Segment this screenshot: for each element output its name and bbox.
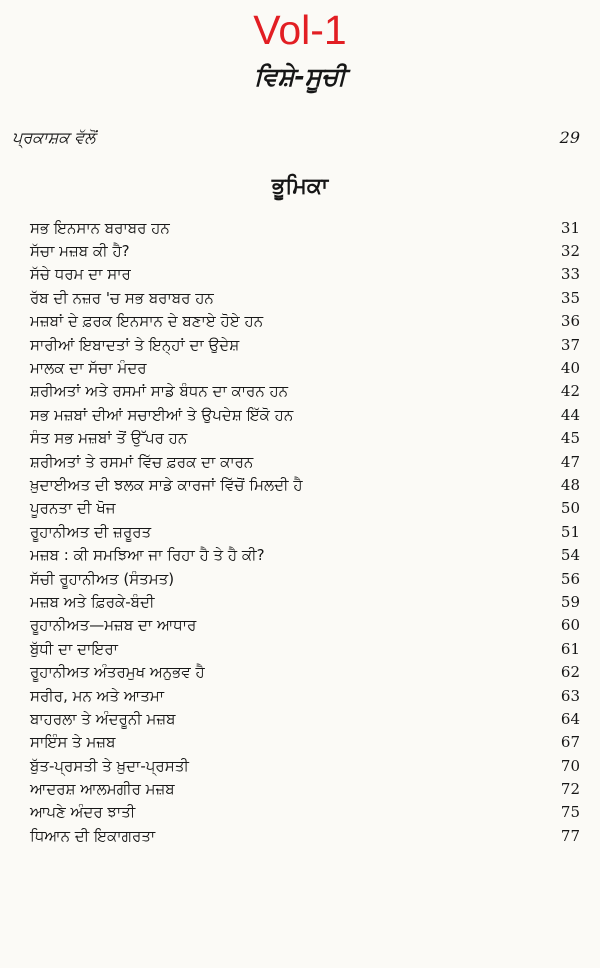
toc-entry (30, 731, 580, 754)
entry-title: ਆਦਰਸ਼ ਆਲਮਗੀਰ ਮਜ਼ਬ (30, 780, 175, 799)
entry-page-number: 35 (560, 288, 580, 307)
entry-page-number: 67 (560, 733, 580, 752)
entry-title: ਧਿਆਨ ਦੀ ਇਕਾਗਰਤਾ (30, 826, 156, 845)
toc-entry (30, 497, 580, 520)
entry-page-number: 45 (560, 429, 580, 448)
entry-title: ਸਾਇੰਸ ਤੇ ਮਜ਼ਬ (30, 733, 116, 752)
entry-page-number: 63 (560, 686, 580, 705)
toc-entry (30, 239, 580, 262)
toc-entry (30, 333, 580, 356)
entry-title: ਮਜ਼ਬ : ਕੀ ਸਮਝਿਆ ਜਾ ਰਿਹਾ ਹੈ ਤੇ ਹੈ ਕੀ? (30, 546, 265, 565)
entry-title: ਪੂਰਨਤਾ ਦੀ ਖੋਜ (30, 499, 116, 518)
entry-title: ਸਰੀਰ, ਮਨ ਅਤੇ ਆਤਮਾ (30, 686, 165, 705)
toc-entry (30, 777, 580, 800)
entry-page-number: 32 (560, 242, 580, 261)
entry-title: ਰੂਹਾਨੀਅਤ—ਮਜ਼ਬ ਦਾ ਆਧਾਰ (30, 616, 197, 635)
entry-page-number: 29 (559, 128, 580, 147)
entry-title: ਸਾਰੀਆਂ ਇਬਾਦਤਾਂ ਤੇ ਇਨ੍ਹਾਂ ਦਾ ਉਦੇਸ਼ (30, 335, 240, 354)
entry-page-number: 42 (560, 382, 580, 401)
toc-entry (30, 543, 580, 566)
entry-title: ਸ਼ਰੀਅਤਾਂ ਤੇ ਰਸਮਾਂ ਵਿੱਚ ਫ਼ਰਕ ਦਾ ਕਾਰਨ (30, 452, 254, 471)
toc-entry (30, 824, 580, 847)
entry-title: ਮਾਲਕ ਦਾ ਸੱਚਾ ਮੰਦਰ (30, 359, 147, 378)
entry-page-number: 48 (560, 475, 580, 494)
entry-title: ਰੂਹਾਨੀਅਤ ਦੀ ਜ਼ਰੂਰਤ (30, 522, 152, 541)
entry-page-number: 77 (560, 826, 580, 845)
entry-title: ਸਭ ਇਨਸਾਨ ਬਰਾਬਰ ਹਨ (30, 218, 170, 237)
entry-title: ਮਜ਼ਬਾਂ ਦੇ ਫ਼ਰਕ ਇਨਸਾਨ ਦੇ ਬਣਾਏ ਹੋਏ ਹਨ (30, 312, 264, 331)
toc-entry (30, 801, 580, 824)
entry-page-number: 59 (560, 592, 580, 611)
entry-page-number: 62 (560, 663, 580, 682)
entry-page-number: 36 (560, 312, 580, 331)
toc-entry (30, 356, 580, 379)
entry-page-number: 44 (560, 405, 580, 424)
toc-entry (30, 403, 580, 426)
entry-title: ਸੱਚਾ ਮਜ਼ਬ ਕੀ ਹੈ? (30, 242, 130, 261)
section-heading: ਭੂਮਿਕਾ (271, 174, 329, 199)
toc-entry (30, 520, 580, 543)
entry-page-number: 56 (560, 569, 580, 588)
toc-entry (30, 263, 580, 286)
toc-entry (30, 660, 580, 683)
entry-page-number: 40 (560, 359, 580, 378)
entry-page-number: 47 (560, 452, 580, 471)
entry-title: ਸੱਚੇ ਧਰਮ ਦਾ ਸਾਰ (30, 265, 131, 284)
entry-title: ਸੰਤ ਸਭ ਮਜ਼ਬਾਂ ਤੋਂ ਉੱਪਰ ਹਨ (30, 429, 188, 448)
entry-page-number: 31 (560, 218, 580, 237)
entry-title: ਬੁੱਧੀ ਦਾ ਦਾਇਰਾ (30, 639, 118, 658)
toc-list (30, 216, 580, 848)
entry-page-number: 70 (560, 756, 580, 775)
entry-page-number: 33 (560, 265, 580, 284)
toc-entry (30, 473, 580, 496)
publisher-entry (12, 126, 580, 150)
contents-title: ਵਿਸ਼ੇ-ਸੂਚੀ (254, 62, 346, 91)
toc-entry (30, 310, 580, 333)
toc-entry (30, 380, 580, 403)
toc-entry (30, 684, 580, 707)
entry-title: ਮਜ਼ਬ ਅਤੇ ਫ਼ਿਰਕੇ-ਬੰਦੀ (30, 592, 155, 611)
entry-page-number: 51 (560, 522, 580, 541)
entry-page-number: 54 (560, 546, 580, 565)
entry-title: ਰੱਬ ਦੀ ਨਜ਼ਰ 'ਚ ਸਭ ਬਰਾਬਰ ਹਨ (30, 288, 214, 307)
entry-title: ਰੂਹਾਨੀਅਤ ਅੰਤਰਮੁਖ ਅਨੁਭਵ ਹੈ (30, 663, 205, 682)
entry-title: ਆਪਣੇ ਅੰਦਰ ਝਾਤੀ (30, 803, 136, 822)
toc-entry (30, 567, 580, 590)
entry-title: ਬੁੱਤ-ਪ੍ਰਸਤੀ ਤੇ ਖ਼ੁਦਾ-ਪ੍ਰਸਤੀ (30, 756, 189, 775)
entry-title: ਪ੍ਰਕਾਸ਼ਕ ਵੱਲੋਂ (12, 128, 96, 147)
toc-entry (30, 427, 580, 450)
toc-entry (30, 637, 580, 660)
toc-entry (30, 614, 580, 637)
toc-entry (30, 450, 580, 473)
toc-entry (30, 216, 580, 239)
entry-title: ਖ਼ੁਦਾਈਅਤ ਦੀ ਝਲਕ ਸਾਡੇ ਕਾਰਜਾਂ ਵਿੱਚੋਂ ਮਿਲਦੀ ਹੈ (30, 475, 303, 494)
toc-entry (30, 754, 580, 777)
entry-page-number: 72 (560, 780, 580, 799)
entry-page-number: 37 (560, 335, 580, 354)
entry-title: ਸਭ ਮਜ਼ਬਾਂ ਦੀਆਂ ਸਚਾਈਆਂ ਤੇ ਉਪਦੇਸ਼ ਇੱਕੋ ਹਨ (30, 405, 294, 424)
entry-page-number: 75 (560, 803, 580, 822)
toc-entry (30, 590, 580, 613)
volume-heading: Vol-1 (253, 7, 347, 53)
entry-page-number: 50 (560, 499, 580, 518)
entry-title: ਸ਼ਰੀਅਤਾਂ ਅਤੇ ਰਸਮਾਂ ਸਾਡੇ ਬੰਧਨ ਦਾ ਕਾਰਨ ਹਨ (30, 382, 289, 401)
entry-page-number: 60 (560, 616, 580, 635)
entry-page-number: 61 (560, 639, 580, 658)
entry-page-number: 64 (560, 709, 580, 728)
entry-title: ਬਾਹਰਲਾ ਤੇ ਅੰਦਰੂਨੀ ਮਜ਼ਬ (30, 709, 176, 728)
toc-entry (30, 286, 580, 309)
toc-entry (30, 707, 580, 730)
entry-title: ਸੱਚੀ ਰੂਹਾਨੀਅਤ (ਸੰਤਮਤ) (30, 569, 175, 588)
